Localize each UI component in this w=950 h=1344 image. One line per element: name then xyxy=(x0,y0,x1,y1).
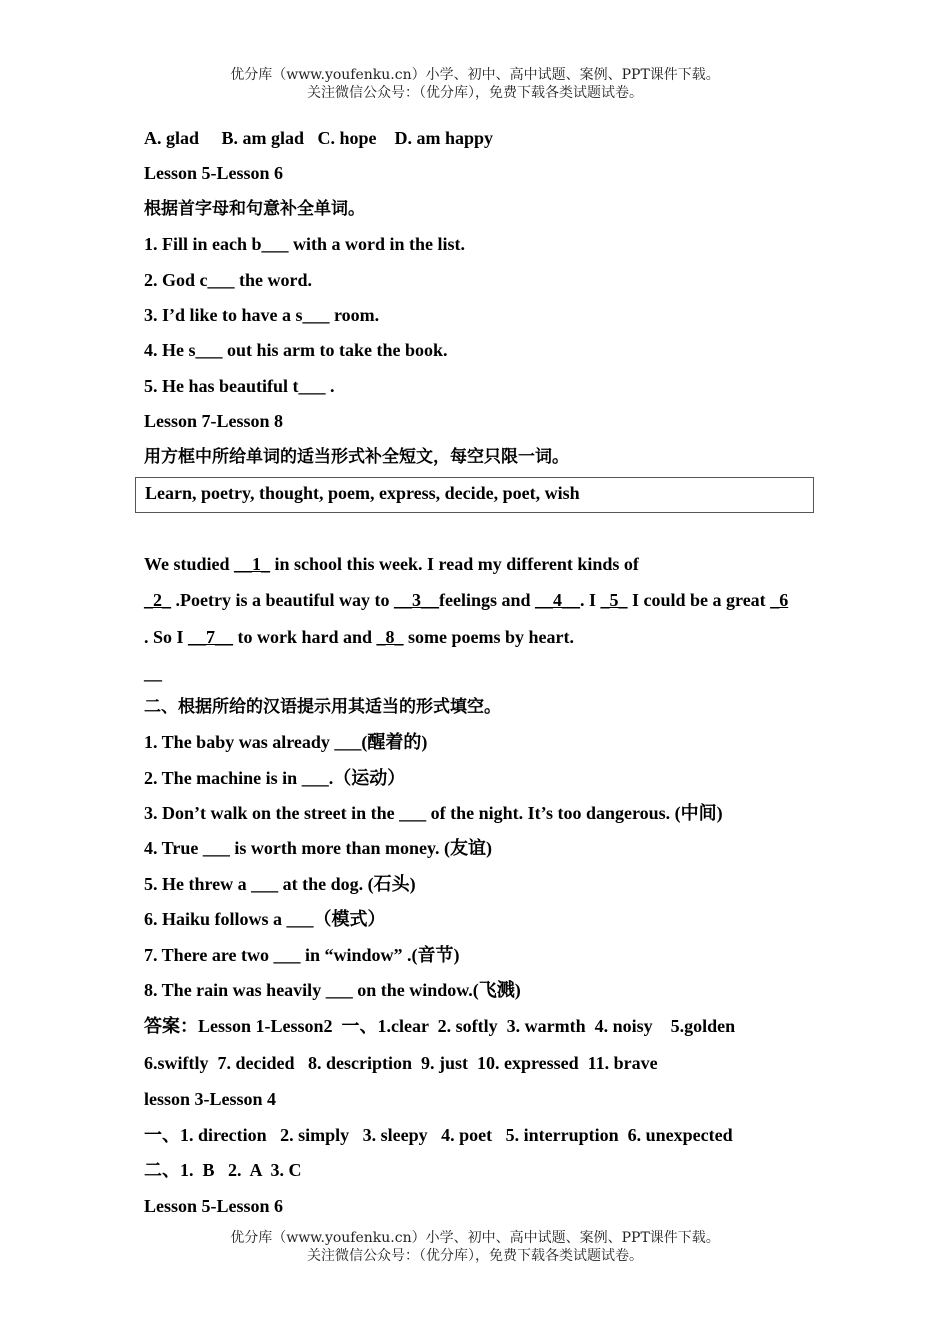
footer-line-2: 关注微信公众号：（优分库），免费下载各类试题试卷。 xyxy=(307,1248,643,1264)
passage-text: We studied xyxy=(144,553,235,574)
blank-6: _6 xyxy=(770,589,789,610)
lesson78-title: Lesson 7-Lesson 8 xyxy=(144,411,284,432)
list-item: 2. God c___ the word. xyxy=(144,269,312,290)
list-item: 2. The machine is in ___.（运动） xyxy=(144,767,406,788)
options-line: A. glad B. am glad C. hope D. am happy xyxy=(144,128,494,148)
passage-text: . So I xyxy=(144,626,189,647)
blank-3: __3__ xyxy=(393,589,439,610)
list-item: 3. I’d like to have a s___ room. xyxy=(144,304,380,325)
passage-text: . I xyxy=(580,589,601,610)
passage-line-1 xyxy=(144,546,824,582)
passage-line-2 xyxy=(144,582,824,619)
part2-instruction: 二、根据所给的汉语提示用其适当的形式填空。 xyxy=(144,696,501,717)
list-item: 1. Fill in each b___ with a word in the list. xyxy=(144,234,466,255)
lesson56-instruction: 根据首字母和句意补全单词。 xyxy=(144,198,365,219)
answers-lesson34: lesson 3-Lesson 4 xyxy=(144,1089,277,1110)
passage-text: in school this week. I read my different kinds of xyxy=(270,553,639,574)
list-item: 7. There are two ___ in “window” .(音节) xyxy=(144,944,460,965)
list-item: 5. He threw a ___ at the dog. (石头) xyxy=(144,873,416,894)
passage-text: feelings and xyxy=(438,589,535,610)
blank-1: __1_ xyxy=(234,553,271,574)
blank-5: _5_ xyxy=(600,589,628,610)
list-item: 4. True ___ is worth more than money. (友谊) xyxy=(144,838,492,859)
blank-8: _8_ xyxy=(376,626,404,647)
word-box: Learn, poetry, thought, poem, express, decide, poet, wish xyxy=(135,477,814,513)
footer-line-1: 优分库（www.youfenku.cn）小学、初中、高中试题、案例、PPT课件下载。 xyxy=(230,1230,720,1246)
answers-line-2: 6.swiftly 7. decided 8. description 9. just 10. expressed 11. brave xyxy=(144,1053,658,1074)
answers-line-1: 答案：Lesson 1-Lesson2 一、1.clear 2. softly 3. warmth 4. noisy 5.golden xyxy=(144,1016,736,1037)
lesson78-instruction: 用方框中所给单词的适当形式补全短文，每空只限一词。 xyxy=(144,446,569,467)
passage-line-4: __ xyxy=(144,662,162,683)
list-item: 4. He s___ out his arm to take the book. xyxy=(144,340,448,361)
passage-text: .Poetry is a beautiful way to xyxy=(171,589,394,610)
lesson56-title: Lesson 5-Lesson 6 xyxy=(144,163,284,184)
document-body xyxy=(144,121,824,1224)
blank-7: __7__ xyxy=(188,626,234,647)
list-item: 1. The baby was already ___(醒着的) xyxy=(144,732,428,753)
list-item: 3. Don’t walk on the street in the ___ of the night. It’s too dangerous. (中间) xyxy=(144,803,723,824)
page-footer xyxy=(0,1229,950,1265)
passage-text: I could be a great xyxy=(627,589,771,610)
list-item: 8. The rain was heavily ___ on the window.(飞溅) xyxy=(144,980,521,1001)
list-item: 6. Haiku follows a ___（模式） xyxy=(144,909,386,930)
passage-line-3 xyxy=(144,619,824,656)
list-item: 5. He has beautiful t___ . xyxy=(144,375,335,396)
page-header xyxy=(0,66,950,102)
passage-text: to work hard and xyxy=(233,626,377,647)
passage-text: some poems by heart. xyxy=(403,626,575,647)
header-line-2: 关注微信公众号：（优分库），免费下载各类试题试卷。 xyxy=(307,85,643,101)
blank-2: _2_ xyxy=(144,589,171,610)
header-line-1: 优分库（www.youfenku.cn）小学、初中、高中试题、案例、PPT课件下载。 xyxy=(230,67,720,83)
answers-line-3: 一、1. direction 2. simply 3. sleepy 4. poet 5. interruption 6. unexpected xyxy=(144,1124,733,1145)
answers-lesson56: Lesson 5-Lesson 6 xyxy=(144,1195,284,1216)
answers-line-4: 二、1. B 2. A 3. C xyxy=(144,1160,302,1181)
blank-4: __4__ xyxy=(535,589,580,610)
